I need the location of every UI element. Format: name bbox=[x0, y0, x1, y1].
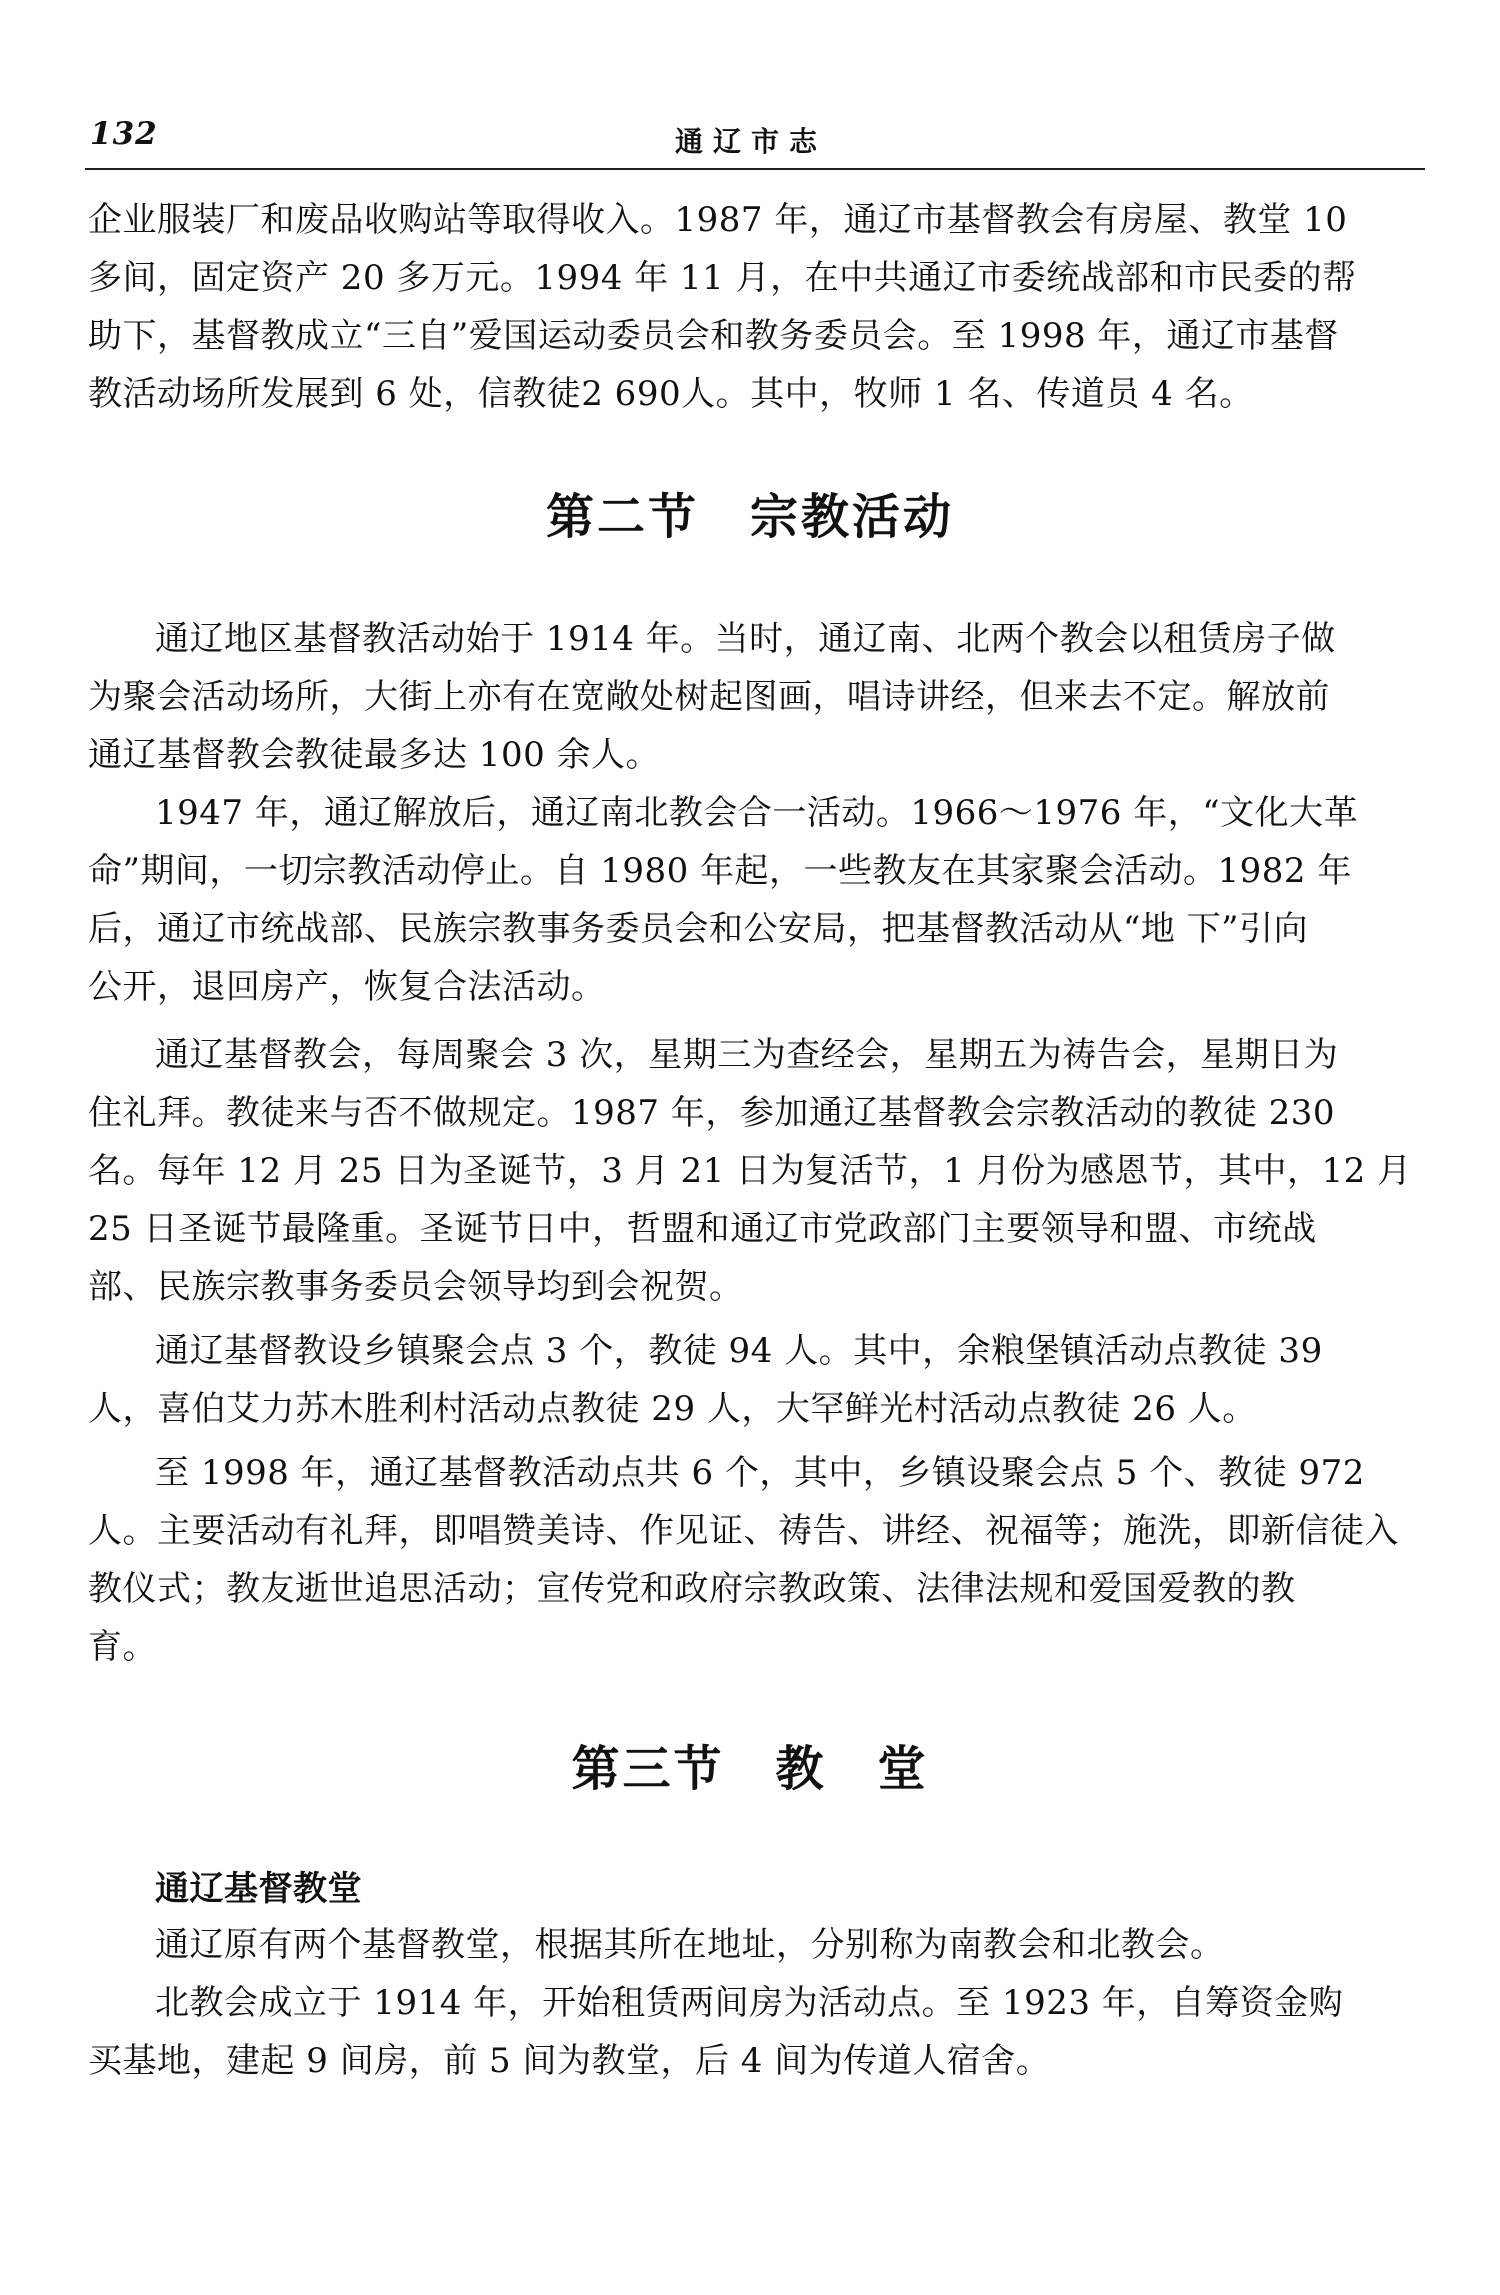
section-title: 第三节 教 堂 bbox=[571, 1741, 929, 1797]
text-line: 买基地，建起 9 间房，前 5 间为教堂，后 4 间为传道人宿舍。 bbox=[88, 2041, 1051, 2081]
page-number: 132 bbox=[90, 116, 158, 152]
text-line: 25 日圣诞节最隆重。圣诞节日中，哲盟和通辽市党政部门主要领导和盟、市统战 bbox=[88, 1209, 1317, 1249]
text-line: 通辽基督教会，每周聚会 3 次，星期三为查经会，星期五为祷告会，星期日为 bbox=[155, 1035, 1339, 1075]
text-line: 教活动场所发展到 6 处，信教徒2 690人。其中，牧师 1 名、传道员 4 名。 bbox=[88, 374, 1254, 414]
text-line: 企业服装厂和废品收购站等取得收入。1987 年，通辽市基督教会有房屋、教堂 10 bbox=[88, 200, 1348, 240]
subheading: 通辽基督教堂 bbox=[155, 1869, 362, 1909]
text-line: 公开，退回房产，恢复合法活动。 bbox=[88, 967, 606, 1007]
running-title: 通辽市志 bbox=[675, 125, 828, 158]
text-line: 通辽地区基督教活动始于 1914 年。当时，通辽南、北两个教会以租赁房子做 bbox=[155, 619, 1336, 659]
text-line: 助下，基督教成立“三自”爱国运动委员会和教务委员会。至 1998 年，通辽市基督 bbox=[88, 316, 1339, 356]
text-line: 通辽原有两个基督教堂，根据其所在地址，分别称为南教会和北教会。 bbox=[155, 1925, 1225, 1965]
text-line: 后，通辽市统战部、民族宗教事务委员会和公安局，把基督教活动从“地 下”引向 bbox=[88, 909, 1309, 949]
text-line: 为聚会活动场所，大街上亦有在宽敞处树起图画，唱诗讲经，但来去不定。解放前 bbox=[88, 677, 1330, 717]
text-line: 北教会成立于 1914 年，开始租赁两间房为活动点。至 1923 年，自筹资金购 bbox=[155, 1983, 1344, 2023]
text-line: 通辽基督教会教徒最多达 100 余人。 bbox=[88, 735, 661, 775]
text-line: 教仪式；教友逝世追思活动；宣传党和政府宗教政策、法律法规和爱国爱教的教 bbox=[88, 1569, 1296, 1609]
text-line: 命”期间，一切宗教活动停止。自 1980 年起，一些教友在其家聚会活动。1982 年 bbox=[88, 851, 1352, 891]
section-title: 第二节 宗教活动 bbox=[545, 489, 954, 545]
text-line: 人。主要活动有礼拜，即唱赞美诗、作见证、祷告、讲经、祝福等；施洗，即新信徒入 bbox=[88, 1511, 1399, 1551]
text-line: 多间，固定资产 20 多万元。1994 年 11 月，在中共通辽市委统战部和市民委的帮 bbox=[88, 258, 1357, 298]
text-line: 育。 bbox=[88, 1627, 157, 1667]
text-line: 至 1998 年，通辽基督教活动点共 6 个，其中，乡镇设聚会点 5 个、教徒 972 bbox=[155, 1453, 1365, 1493]
text-line: 1947 年，通辽解放后，通辽南北教会合一活动。1966～1976 年，“文化大革 bbox=[155, 793, 1359, 833]
text-line: 通辽基督教设乡镇聚会点 3 个，教徒 94 人。其中，余粮堡镇活动点教徒 39 bbox=[155, 1331, 1323, 1371]
text-line: 名。每年 12 月 25 日为圣诞节，3 月 21 日为复活节，1 月份为感恩节，其中，12 月 bbox=[88, 1151, 1412, 1191]
text-line: 住礼拜。教徒来与否不做规定。1987 年，参加通辽基督教会宗教活动的教徒 230 bbox=[88, 1093, 1336, 1133]
text-line: 部、民族宗教事务委员会领导均到会祝贺。 bbox=[88, 1267, 744, 1307]
text-line: 人，喜伯艾力苏木胜利村活动点教徒 29 人，大罕鲜光村活动点教徒 26 人。 bbox=[88, 1389, 1257, 1429]
